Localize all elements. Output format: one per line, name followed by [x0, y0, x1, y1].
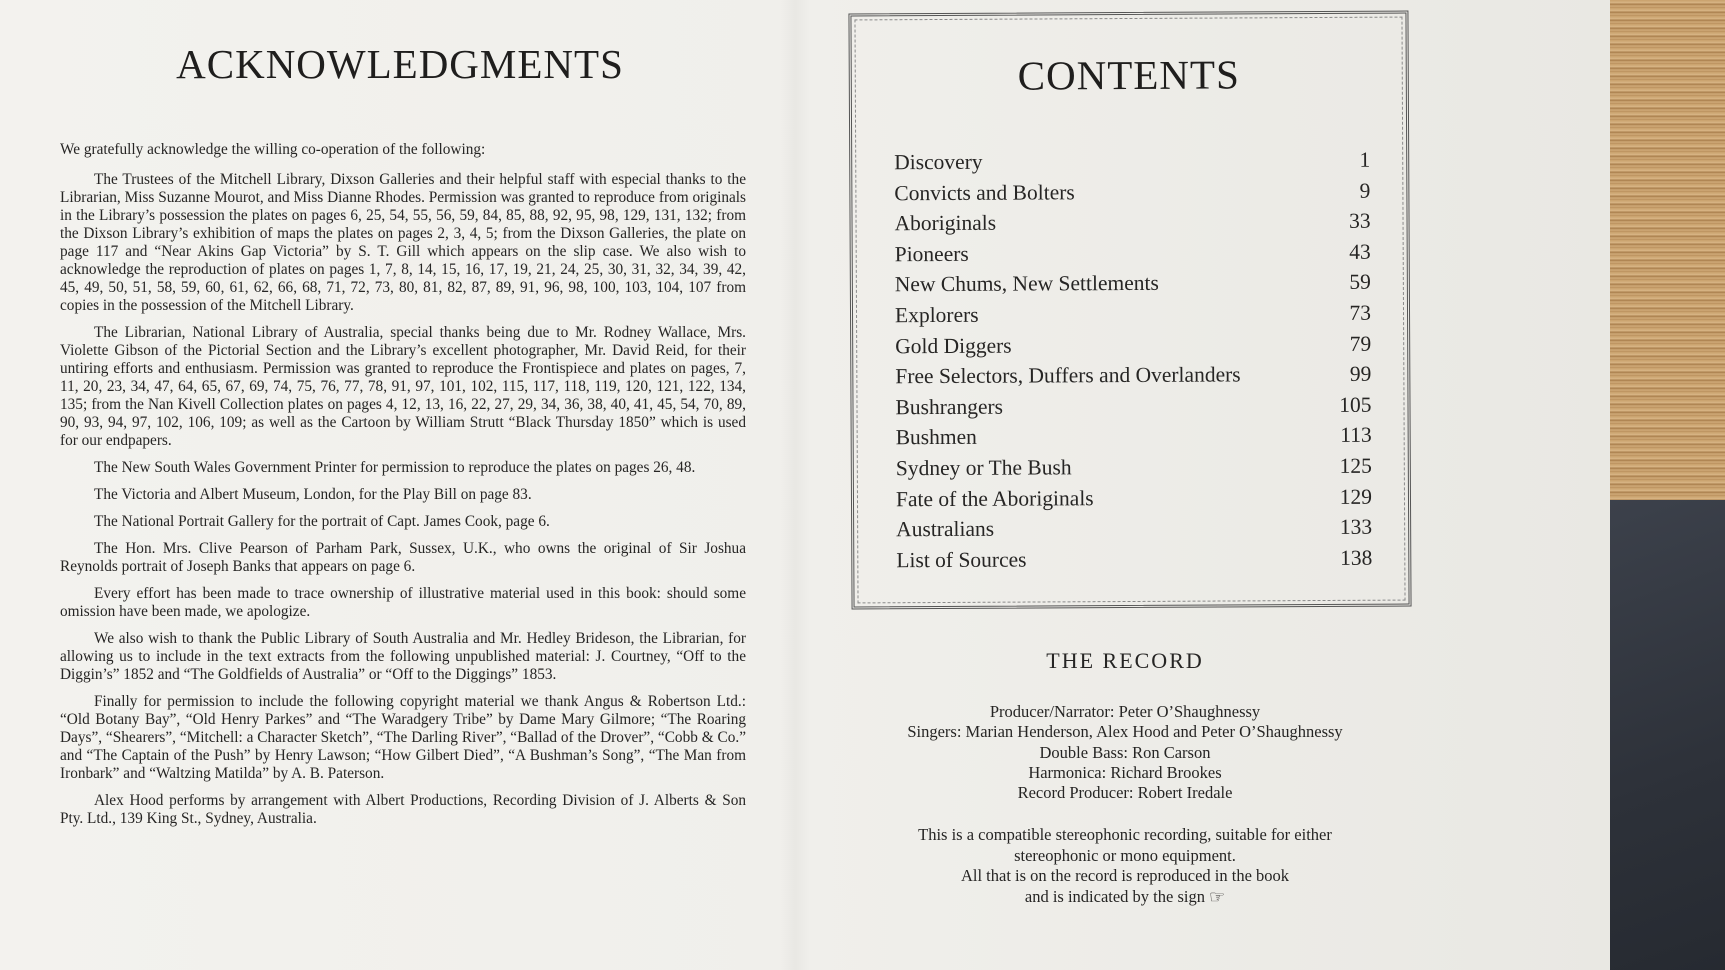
- bamboo-mat-background: [1610, 0, 1725, 500]
- ack-paragraph: The Victoria and Albert Museum, London, for the Play Bill on page 83.: [94, 486, 532, 503]
- ack-paragraph: The National Portrait Gallery for the portrait of Capt. James Cook, page 6.: [94, 513, 550, 530]
- entry-label: Bushrangers: [895, 394, 1004, 419]
- entry-label: Bushmen: [895, 425, 977, 450]
- entry-page: 33: [1348, 208, 1371, 234]
- book-gutter: [780, 0, 810, 970]
- contents-list: [894, 148, 1372, 579]
- contents-title: CONTENTS: [1017, 51, 1240, 99]
- entry-page: 79: [1349, 331, 1372, 356]
- contents-entry: [896, 484, 1372, 517]
- acknowledgments-intro: We gratefully acknowledge the willing co-operation of the following:: [60, 141, 486, 158]
- ack-paragraph: The New South Wales Government Printer for permission to reproduce the plates on pages 26, 48.: [94, 459, 696, 476]
- entry-page: 9: [1359, 178, 1371, 203]
- note-line: This is a compatible stereophonic recording, suitable for either: [918, 825, 1332, 844]
- contents-entry: [896, 545, 1372, 578]
- record-title: THE RECORD: [1046, 648, 1204, 673]
- entry-page: 125: [1339, 453, 1372, 478]
- contents-entry: [895, 331, 1371, 364]
- contents-entry: [895, 362, 1371, 395]
- entry-page: 133: [1339, 514, 1373, 540]
- note-line: All that is on the record is reproduced in the book: [960, 866, 1290, 886]
- contents-entry: [896, 515, 1372, 548]
- credit-line: Record Producer: Robert Iredale: [1017, 783, 1233, 803]
- contents-entry: [895, 270, 1371, 303]
- entry-page: 105: [1339, 392, 1372, 417]
- entry-page: 113: [1340, 423, 1372, 448]
- ack-paragraph: The Trustees of the Mitchell Library, Dixson Galleries and their helpful staff with especial thanks to the Librarian, Miss Suzanne Mourot, and Miss Dianne Rhodes. Permission was granted to reproduce from originals in the Library’s possession the plates on pages 6, 25, 54, 55, 56, 59, 84, 85, 88, 92, 95, 98, 129, 131, 132; from the Dixson Library’s exhibition of maps the plates on pages 2, 3, 4, 5; from the Dixson Galleries, the plate on page 117 and “Near Akins Gap Victoria” by S. T. Gill which appears on the slip case. We also wish to acknowledge the reproduction of plates on pages 1, 7, 8, 14, 15, 16, 17, 19, 21, 24, 25, 30, 31, 32, 34, 39, 42, 45, 49, 50, 51, 58, 59, 60, 61, 62, 66, 68, 71, 72, 73, 80, 81, 82, 87, 89, 91, 96, 98, 100, 103, 104, 107 from copies in the possession of the Mitchell Library.: [60, 171, 746, 314]
- entry-label: Explorers: [894, 302, 979, 328]
- entry-page: 43: [1349, 239, 1371, 264]
- entry-page: 129: [1339, 484, 1373, 509]
- entry-page: 73: [1349, 300, 1372, 325]
- entry-page: 99: [1349, 361, 1372, 387]
- entry-label: Discovery: [894, 149, 983, 175]
- dark-table-background: [1610, 500, 1725, 970]
- contents-entry: [896, 423, 1372, 456]
- credit-line: Producer/Narrator: Peter O’Shaughnessy: [989, 702, 1261, 721]
- ack-paragraph: The Hon. Mrs. Clive Pearson of Parham Park, Sussex, U.K., who owns the original of Sir Joshua Reynolds portrait of Joseph Banks that appears on page 6.: [60, 540, 746, 575]
- contents-entry: [894, 209, 1370, 242]
- ack-paragraph: The Librarian, National Library of Australia, special thanks being due to Mr. Rodney Wallace, Mrs. Violette Gibson of the Pictorial Section and the Library’s excellent photographer, Mr. David Reid, for their untiring efforts and enthusiasm. Permission was granted to reproduce the Frontispiece and plates on pages, 7, 11, 20, 23, 34, 47, 64, 65, 67, 69, 74, 75, 76, 77, 78, 91, 97, 101, 102, 115, 117, 118, 119, 120, 121, 122, 134, 135; from the Nan Kivell Collection plates on pages 4, 12, 13, 16, 22, 27, 29, 34, 36, 38, 40, 41, 45, 54, 70, 89, 90, 93, 94, 97, 102, 106, 109; as well as the Cartoon by William Strutt “Black Thursday 1850” which is used for our endpapers.: [60, 324, 746, 449]
- entry-label: Sydney or The Bush: [895, 455, 1072, 481]
- ack-paragraph: Finally for permission to include the following copyright material we thank Angus & Robertson Ltd.: “Old Botany Bay”, “Old Henry Parkes” and “The Waradgery Tribe” by Dame Mary Gilmore; “The Roaring Days”, “Shearers”, “Mitchell: a Character Sketch”, “The Darling River”, “Ballad of the Drover”, “Cobb & Co.” and “The Captain of the Push” by Henry Lawson; “How Gilbert Died”, “A Bushman’s Song”, “The Man from Ironbark” and “Waltzing Matilda” by A. B. Paterson.: [60, 693, 746, 782]
- entry-label: Convicts and Bolters: [894, 179, 1075, 205]
- pointing-hand-icon: ☞: [1208, 886, 1226, 907]
- entry-label: Fate of the Aboriginals: [895, 485, 1094, 511]
- note-line: [840, 887, 1410, 908]
- entry-label: List of Sources: [896, 547, 1027, 572]
- contents-entry: [894, 148, 1370, 181]
- contents-frame: [848, 11, 1411, 610]
- entry-page: 59: [1349, 270, 1371, 295]
- credit-line: Harmonica: Richard Brookes: [1028, 762, 1222, 782]
- contents-entry: [895, 240, 1371, 273]
- entry-label: Gold Diggers: [895, 333, 1012, 358]
- ack-paragraph: We also wish to thank the Public Library of South Australia and Mr. Hedley Brideson, the Librarian, for allowing us to include in the text extracts from the following unpublished material: J. Courtney, “Off to the Diggin’s” 1852 and “The Goldfields of Australia” or “Off to the Diggings” 1853.: [60, 630, 746, 683]
- entry-label: Pioneers: [894, 241, 969, 267]
- credit-line: Double Bass: Ron Carson: [1039, 742, 1211, 762]
- stereo-note: [840, 825, 1410, 907]
- contents-entry: [895, 301, 1371, 334]
- entry-label: Australians: [896, 516, 995, 542]
- note-line: stereophonic or mono equipment.: [1014, 845, 1236, 865]
- entry-page: 1: [1359, 147, 1371, 172]
- contents-entry: [894, 178, 1370, 211]
- record-credits: [840, 702, 1410, 803]
- acknowledgments-body: [60, 141, 746, 837]
- note-line-text: and is indicated by the sign: [1024, 886, 1205, 906]
- entry-label: Free Selectors, Duffers and Overlanders: [895, 362, 1241, 389]
- acknowledgments-title: ACKNOWLEDGMENTS: [176, 41, 624, 87]
- ack-paragraph: Alex Hood performs by arrangement with Albert Productions, Recording Division of J. Alberts & Son Pty. Ltd., 139 King St., Sydney, Australia.: [60, 792, 746, 827]
- ack-paragraph: Every effort has been made to trace ownership of illustrative material used in this book: should some omission have been made, we apologize.: [60, 585, 746, 620]
- contents-entry: [895, 392, 1371, 425]
- entry-label: Aboriginals: [894, 210, 997, 236]
- contents-entry: [896, 454, 1372, 487]
- entry-page: 138: [1339, 545, 1373, 570]
- entry-label: New Chums, New Settlements: [894, 271, 1159, 297]
- credit-line: Singers: Marian Henderson, Alex Hood and Peter O’Shaughnessy: [907, 722, 1343, 742]
